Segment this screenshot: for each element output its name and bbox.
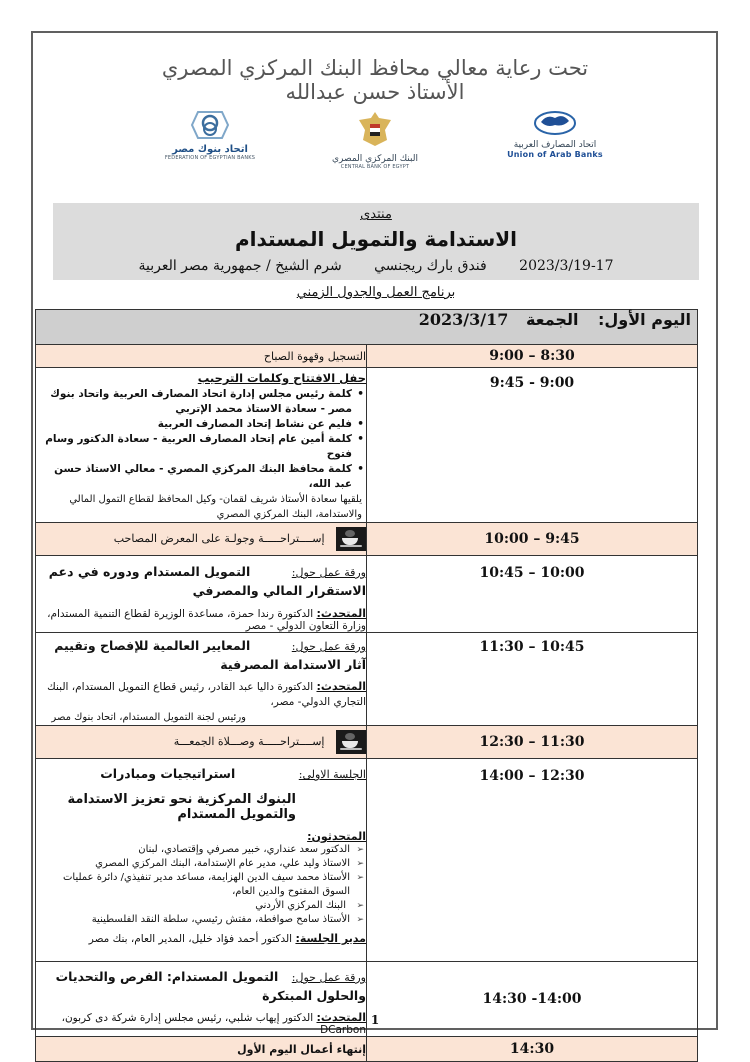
banner-kicker: منتدى (360, 207, 392, 222)
table-row (36, 345, 698, 368)
forum-location: شرم الشيخ / جمهورية مصر العربية (138, 258, 342, 274)
session-label: الجلسة الاولى: (298, 768, 366, 781)
moderator-label: مدير الجلسة: (295, 932, 366, 945)
session-title: استراتيجيات ومبادرات (100, 766, 236, 781)
day-header (36, 310, 698, 345)
session-cell (36, 633, 367, 726)
cbe-logo (320, 110, 430, 185)
schedule-table (35, 309, 698, 1062)
forum-title: الاستدامة والتمويل المستدام (234, 227, 518, 251)
session-cell (36, 345, 367, 368)
session-cell (36, 556, 367, 633)
moderator-text: الدكتور أحمد فؤاد خليل، المدير العام، بنك مصر (88, 933, 293, 945)
speaker-label: المتحدث: (316, 680, 366, 693)
time-cell: 14:00 – 12:30 (367, 759, 698, 962)
list-item: • كلمة محافظ البنك المركزي المصري - معالي الاستاذ حسن عبد الله، (36, 462, 352, 492)
patronage-line-2: الأستاذ حسن عبدالله (285, 80, 465, 104)
coffee-cup-icon (336, 730, 366, 754)
feb-english: FEDERATION OF EGYPTIAN BANKS (164, 155, 256, 161)
time-cell: 9:00 – 8:30 (367, 345, 698, 368)
time-cell: 12:30 – 11:30 (367, 726, 698, 759)
feb-logo (160, 110, 260, 185)
session-title: التمويل المستدام: الفرص والتحديات والحلول المبتكرة (55, 969, 366, 1003)
list-item: • كلمة أمين عام إتحاد المصارف العربية - سعادة الدكتور وسام فتوح (36, 432, 352, 462)
speaker-text: الدكتور إيهاب شلبي، رئيس مجلس إدارة شركة دى كربون، DCarbon (61, 1012, 366, 1036)
day-date: 2023/3/17 (418, 310, 509, 329)
table-row (36, 556, 698, 633)
cbe-english: CENTRAL BANK OF EGYPT (340, 164, 410, 170)
session-label: ورقة عمل حول: (291, 971, 366, 984)
session-text: إنتهاء أعمال اليوم الأول (237, 1042, 366, 1056)
page-number: 1 (370, 1013, 380, 1027)
session-text: التسجيل وقهوة الصباح (263, 349, 366, 363)
speaker-text-cont: ورئيس لجنة التمويل المستدام، اتحاد بنوك مصر (51, 712, 246, 723)
cbe-arabic: البنك المركزي المصري (332, 154, 418, 164)
feb-arabic: اتحاد بنوك مصر (172, 144, 248, 155)
list-item: ➢ الاستاذ وليد علي، مدير عام الإستدامة، البنك المركزي المصري (36, 857, 350, 871)
speaker-label: المتحدث: (316, 1011, 366, 1024)
session-cell (36, 523, 367, 556)
session-text: إســــتراحـــــة وصـــلاة الجمعـــة (173, 735, 325, 748)
coffee-cup-icon (336, 527, 366, 551)
list-item: • فليم عن نشاط إتحاد المصارف العربية (36, 417, 352, 432)
session-label: ورقة عمل حول: (291, 640, 366, 653)
eagle-emblem-icon (357, 110, 393, 150)
table-row (36, 368, 698, 523)
table-row (36, 523, 698, 556)
list-item: ➢ الأستاذ سامح صوافطة، مفتش رئيسي، سلطة النقد الفلسطينية (36, 913, 350, 927)
session-cell (36, 759, 367, 962)
session-title: المعايير العالمية للإفصاح وتقييم آثار الاستدامة المصرفية (54, 638, 366, 672)
time-cell: 11:30 – 10:45 (367, 633, 698, 726)
session-heading: حفل الافتتاح وكلمات الترحيب (197, 371, 366, 385)
time-cell: 9:45 - 9:00 (367, 368, 698, 523)
time-cell: 10:45 – 10:00 (367, 556, 698, 633)
table-row (36, 633, 698, 726)
session-note: يلقيها سعادة الأستاذ شريف لقمان- وكيل المحافظ لقطاع التمول المالي والاستدامة، البنك المركزي المصري (69, 494, 362, 520)
uab-english: Union of Arab Banks (507, 150, 603, 159)
speakers-list (36, 843, 366, 927)
globe-emblem-icon (533, 110, 577, 136)
speaker-text: الدكتورة رندا حمزة، مساعدة الوزيرة لقطاع التنمية المستدام، وزارة التعاون الدولي - مصر (47, 608, 366, 632)
session-cell (36, 368, 367, 523)
feb-emblem-icon (190, 110, 230, 140)
speaker-cont-text: البنك المركزي الأردني (255, 900, 346, 911)
session-cell (36, 1037, 367, 1062)
speaker-label: المتحدث: (316, 607, 366, 620)
session-cell (36, 726, 367, 759)
program-subtitle: برنامج العمل والجدول الزمني (296, 285, 456, 300)
time-cell: 10:00 – 9:45 (367, 523, 698, 556)
time-cell: 14:30 (367, 1037, 698, 1062)
list-item: • كلمة رئيس مجلس إدارة اتحاد المصارف العربية واتحاد بنوك مصر - سعادة الاستاذ محمد الإتربي (36, 387, 352, 417)
sponsor-logos (150, 110, 610, 185)
list-item: ➢ الأستاذ محمد سيف الدين الهزايمة، مساعد مدير تنفيذي/ دائرة عمليات السوق المفتوح والدين العام، (36, 871, 350, 899)
session-subtitle: البنوك المركزية نحو تعزيز الاستدامة والتمويل المستدام (67, 792, 296, 822)
time-cell: 14:30 -14:00 (367, 962, 698, 1037)
forum-banner (53, 203, 699, 280)
speaker-text: الدكتورة داليا عبد القادر، رئيس قطاع التمويل المستدام، البنك التجاري الدولي- مصر، (47, 681, 366, 708)
uab-logo (500, 110, 610, 185)
forum-venue: فندق بارك ريجنسي (374, 258, 487, 274)
table-row (36, 759, 698, 962)
day-label: اليوم الأول: (598, 310, 691, 329)
session-items (36, 387, 366, 492)
table-row (36, 726, 698, 759)
day-header-row (36, 310, 698, 345)
list-item: ➢ الدكتور سعد عنداري، خبير مصرفي وإقتصادي، لبنان (36, 843, 350, 857)
speakers-label: المتحدثون: (307, 830, 366, 843)
forum-dates: 2023/3/19-17 (519, 258, 614, 274)
forum-info (53, 258, 699, 274)
table-row (36, 1037, 698, 1062)
session-text: إســــتراحـــــة وجولـة على المعرض المصاحب (113, 532, 325, 545)
uab-arabic: اتحاد المصارف العربية (513, 140, 597, 150)
patronage-line-1: تحت رعاية معالي محافظ البنك المركزي المصري (161, 56, 589, 80)
list-item-cont (36, 899, 350, 913)
session-label: ورقة عمل حول: (291, 566, 366, 579)
day-weekday: الجمعة (525, 310, 579, 329)
session-title: التمويل المستدام ودوره في دعم الاستقرار المالي والمصرفي (48, 564, 366, 598)
